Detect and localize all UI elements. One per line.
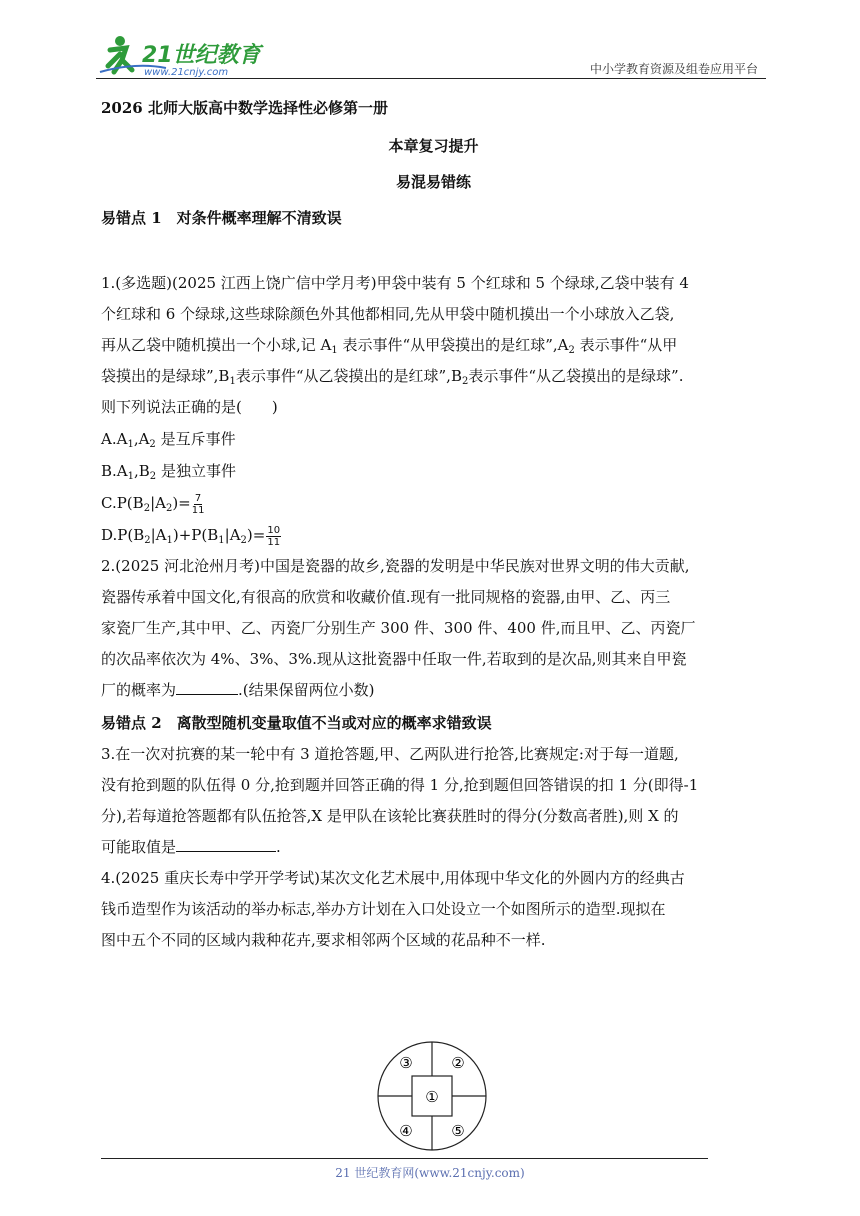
chapter-title: 本章复习提升 [388, 137, 479, 155]
region-4-label: ④ [399, 1122, 413, 1140]
fraction: $\frac{7}{11}$ [191, 492, 205, 516]
fraction: $\frac{10}{11}$ [267, 524, 281, 548]
q3-line: 3.在一次对抗赛的某一轮中有 3 道抢答题,甲、乙两队进行抢答,比赛规定:对于每一道题, [101, 745, 679, 763]
page-header [96, 32, 766, 80]
q2-line: 瓷器传承着中国文化,有很高的欣赏和收藏价值.现有一批同规格的瓷器,由甲、乙、丙三 [101, 588, 671, 606]
document-body [101, 98, 766, 956]
q4-line: 图中五个不同的区域内栽种花卉,要求相邻两个区域的花品种不一样. [101, 931, 546, 949]
site-logo [96, 32, 266, 78]
answer-blank[interactable] [176, 678, 238, 695]
q2-line: 家瓷厂生产,其中甲、乙、丙瓷厂分别生产 300 件、300 件、400 件,而且甲、乙、丙瓷厂 [101, 619, 696, 637]
logo-text: 21世纪教育 [142, 43, 261, 68]
footer-divider [101, 1158, 708, 1159]
q1-line: 1.(多选题)(2025 江西上饶广信中学月考)甲袋中装有 5 个红球和 5 个绿球,乙袋中装有 4 [101, 274, 689, 292]
option-a: $A.A_1,A_2$ 是互斥事件 [101, 430, 236, 450]
region-1-label: ① [425, 1088, 439, 1106]
region-3-label: ③ [399, 1054, 413, 1072]
book-title: 2026 北师大版高中数学选择性必修第一册 [101, 99, 388, 117]
header-divider [96, 78, 766, 79]
platform-label: 中小学教育资源及组卷应用平台 [589, 62, 758, 76]
section-heading-1: 易错点 1 对条件概率理解不清致误 [101, 209, 342, 227]
answer-blank[interactable] [176, 835, 276, 852]
logo-url: www.21cnjy.com [144, 67, 229, 78]
q2-line: 的次品率依次为 4%、3%、3%.现从这批瓷器中任取一件,若取到的是次品,则其来自甲瓷 [101, 650, 687, 668]
region-2-label: ② [451, 1054, 465, 1072]
q1-line: 袋摸出的是绿球$”,B_1$表示事件“从乙袋摸出的是红球$”,B_2$表示事件“从乙袋摸出的是绿球”. [101, 367, 684, 387]
coin-diagram [376, 1040, 488, 1152]
q3-line: 可能取值是 . [101, 832, 766, 863]
q2-line: 2.(2025 河北沧州月考)中国是瓷器的故乡,瓷器的发明是中华民族对世界文明的伟大贡献, [101, 557, 690, 575]
q2-line: 厂的概率为 .(结果保留两位小数) [101, 675, 766, 706]
q4-line: 4.(2025 重庆长寿中学开学考试)某次文化艺术展中,用体现中华文化的外圆内方的经典古 [101, 869, 685, 887]
q4-line: 钱币造型作为该活动的举办标志,举办方计划在入口处设立一个如图所示的造型.现拟在 [101, 900, 666, 918]
q1-line: 个红球和 6 个绿球,这些球除颜色外其他都相同,先从甲袋中随机摸出一个小球放入乙袋, [101, 305, 675, 323]
q3-line: 没有抢到题的队伍得 0 分,抢到题并回答正确的得 1 分,抢到题但回答错误的扣 1 分(即得-1 [101, 776, 699, 794]
question-4 [101, 863, 766, 956]
region-5-label: ⑤ [451, 1122, 465, 1140]
option-b: $B.A_1,B_2$ 是独立事件 [101, 462, 236, 482]
option-c: $C.P(B_2|A_2)=$ $\frac{7}{11}$ [101, 492, 205, 516]
option-d: $D.P(B_2|A_1)+P(B_1|A_2)=$ $\frac{10}{11}$ [101, 524, 281, 548]
section-heading-2: 易错点 2 离散型随机变量取值不当或对应的概率求错致误 [101, 714, 492, 732]
q3-line: 分),若每道抢答题都有队伍抢答,X 是甲队在该轮比赛获胜时的得分(分数高者胜),则 X 的 [101, 807, 679, 825]
q1-line: 则下列说法正确的是( ) [101, 398, 278, 416]
sub-title: 易混易错练 [395, 173, 471, 191]
question-1 [101, 268, 766, 551]
question-2 [101, 551, 766, 706]
question-3 [101, 739, 766, 863]
q1-line: 再从乙袋中随机摸出一个小球,记 $A_1$ 表示事件“从甲袋摸出的是红球$”,A_2$ 表示事件“从甲 [101, 336, 678, 356]
footer-text[interactable]: 21 世纪教育网(www.21cnjy.com) [335, 1166, 525, 1180]
